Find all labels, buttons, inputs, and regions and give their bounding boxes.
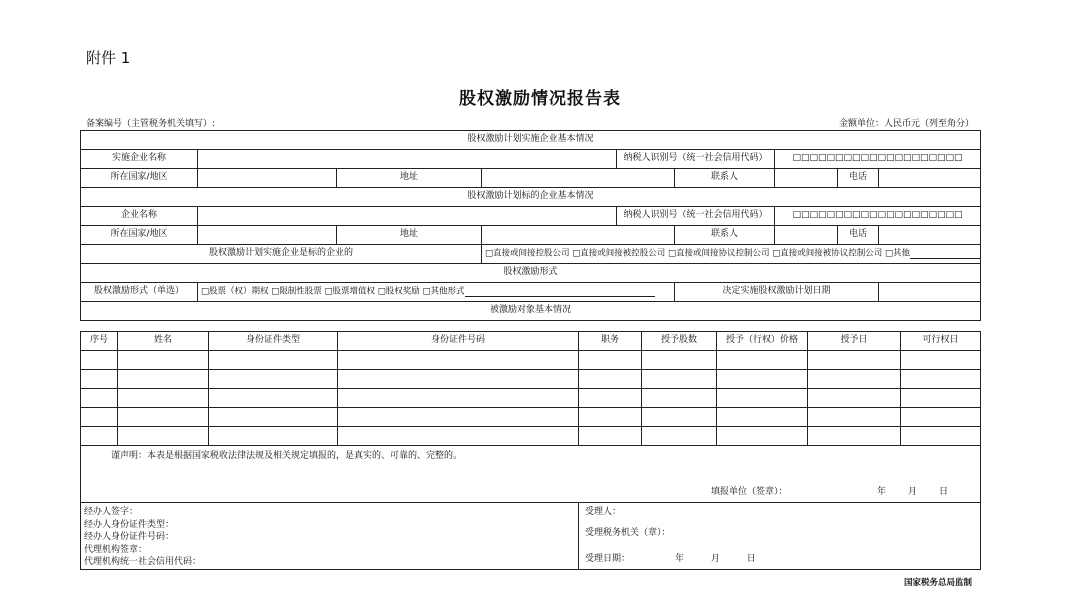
implementing-company-name-label: 实施企业名称 xyxy=(81,150,198,169)
target-taxpayer-id-field[interactable]: □□□□□□□□□□□□□□□□□□□□ xyxy=(775,207,981,226)
agency-seal-label[interactable]: 代理机构签章： xyxy=(84,544,148,555)
col-header-seq: 序号 xyxy=(81,332,118,351)
plan-date-field[interactable] xyxy=(879,283,981,302)
declaration-block xyxy=(81,446,981,503)
grantee-table xyxy=(80,331,981,570)
implementing-contact-field[interactable] xyxy=(775,169,838,188)
relation-option-agreement-controlled[interactable]: □直接或间接被协议控制公司 xyxy=(772,248,883,259)
declaration-text: 谨声明：本表是根据国家税收法律法规及相关规定填报的，是真实的、可靠的、完整的。 xyxy=(111,451,463,461)
implementing-taxpayer-id-label: 纳税人识别号（统一社会信用代码） xyxy=(617,150,775,169)
target-country-field[interactable] xyxy=(198,226,337,245)
company-relation-options xyxy=(482,245,981,264)
receiver-label[interactable]: 受理人： xyxy=(585,507,622,517)
agency-credit-code-label[interactable]: 代理机构统一社会信用代码： xyxy=(84,557,202,567)
relation-other-blank[interactable] xyxy=(910,249,980,259)
receipt-info-block xyxy=(579,503,981,570)
form-option-equity-award[interactable]: □股权奖励 xyxy=(377,286,420,297)
implementing-company-name-field[interactable] xyxy=(198,150,617,169)
implementing-address-field[interactable] xyxy=(482,169,675,188)
agent-id-number-label[interactable]: 经办人身份证件号码： xyxy=(84,532,175,542)
table-row[interactable] xyxy=(81,370,981,389)
relation-option-agreement-controlling[interactable]: □直接或间接协议控制公司 xyxy=(668,248,770,259)
col-header-name: 姓名 xyxy=(118,332,209,351)
section-target-company-header: 股权激励计划标的企业基本情况 xyxy=(81,188,981,207)
plan-date-label: 决定实施股权激励计划日期 xyxy=(675,283,879,302)
attachment-label: 附件 1 xyxy=(86,49,131,67)
implementing-address-label: 地址 xyxy=(337,169,482,188)
target-company-name-field[interactable] xyxy=(198,207,617,226)
incentive-form-options xyxy=(198,283,675,302)
sign-date xyxy=(877,488,970,498)
target-taxpayer-id-label: 纳税人识别号（统一社会信用代码） xyxy=(617,207,775,226)
month-label: 月 xyxy=(710,554,720,564)
table-row[interactable] xyxy=(81,351,981,370)
implementing-contact-label: 联系人 xyxy=(675,169,775,188)
form-option-stock-appreciation[interactable]: □股票增值权 xyxy=(324,286,376,297)
form-option-other[interactable]: □其他形式 xyxy=(422,286,465,297)
relation-option-controlling[interactable]: □直接或间接控股公司 xyxy=(485,248,570,259)
implementing-phone-field[interactable] xyxy=(879,169,981,188)
sign-unit-label: 填报单位（签章）： xyxy=(711,487,788,497)
target-phone-label: 电话 xyxy=(838,226,879,245)
report-form xyxy=(80,130,981,321)
day-label: 日 xyxy=(746,554,756,564)
implementing-phone-label: 电话 xyxy=(838,169,879,188)
col-header-position: 职务 xyxy=(579,332,642,351)
incentive-form-label: 股权激励形式（单选） xyxy=(81,283,198,302)
section-implementing-company-header: 股权激励计划实施企业基本情况 xyxy=(81,131,981,150)
table-row[interactable] xyxy=(81,389,981,408)
relation-option-other[interactable]: □其他 xyxy=(885,248,911,259)
table-row[interactable] xyxy=(81,427,981,446)
col-header-price: 授予（行权）价格 xyxy=(717,332,808,351)
table-row[interactable] xyxy=(81,408,981,427)
target-country-label: 所在国家/地区 xyxy=(81,226,198,245)
record-number-label: 备案编号（主管税务机关填写）: xyxy=(86,119,216,129)
col-header-grant-date: 授予日 xyxy=(808,332,901,351)
section-grantee-header: 被激励对象基本情况 xyxy=(81,302,981,321)
target-address-label: 地址 xyxy=(337,226,482,245)
page-title: 股权激励情况报告表 xyxy=(459,89,621,109)
agent-id-type-label[interactable]: 经办人身份证件类型： xyxy=(84,519,175,530)
year-label: 年 xyxy=(877,487,887,497)
company-relation-label: 股权激励计划实施企业是标的企业的 xyxy=(81,245,482,264)
col-header-id-number: 身份证件号码 xyxy=(338,332,579,351)
day-label: 日 xyxy=(939,487,949,497)
agent-info-block xyxy=(81,503,579,570)
year-label: 年 xyxy=(675,554,685,564)
section-incentive-form-header: 股权激励形式 xyxy=(81,264,981,283)
receipt-date-label[interactable]: 受理日期： xyxy=(585,554,631,564)
month-label: 月 xyxy=(908,487,918,497)
target-phone-field[interactable] xyxy=(879,226,981,245)
col-header-id-type: 身份证件类型 xyxy=(209,332,338,351)
relation-option-controlled[interactable]: □直接或间接被控股公司 xyxy=(572,248,666,259)
amount-unit-label: 金额单位：人民币元（列至角分） xyxy=(838,119,974,129)
target-contact-field[interactable] xyxy=(775,226,838,245)
form-option-restricted-stock[interactable]: □限制性股票 xyxy=(271,286,322,297)
target-contact-label: 联系人 xyxy=(675,226,775,245)
agent-signature-label[interactable]: 经办人签字： xyxy=(84,507,139,517)
implementing-country-label: 所在国家/地区 xyxy=(81,169,198,188)
tax-office-label[interactable]: 受理税务机关（章）： xyxy=(585,528,671,538)
receipt-date xyxy=(675,553,756,566)
implementing-country-field[interactable] xyxy=(198,169,337,188)
col-header-shares: 授予股数 xyxy=(642,332,717,351)
form-option-stock-option[interactable]: □股票（权）期权 xyxy=(201,286,269,297)
issuer-footer: 国家税务总局监制 xyxy=(903,578,972,588)
implementing-taxpayer-id-field[interactable]: □□□□□□□□□□□□□□□□□□□□ xyxy=(775,150,981,169)
form-other-blank[interactable] xyxy=(465,287,655,297)
target-address-field[interactable] xyxy=(482,226,675,245)
target-company-name-label: 企业名称 xyxy=(81,207,198,226)
col-header-exercise-date: 可行权日 xyxy=(901,332,981,351)
